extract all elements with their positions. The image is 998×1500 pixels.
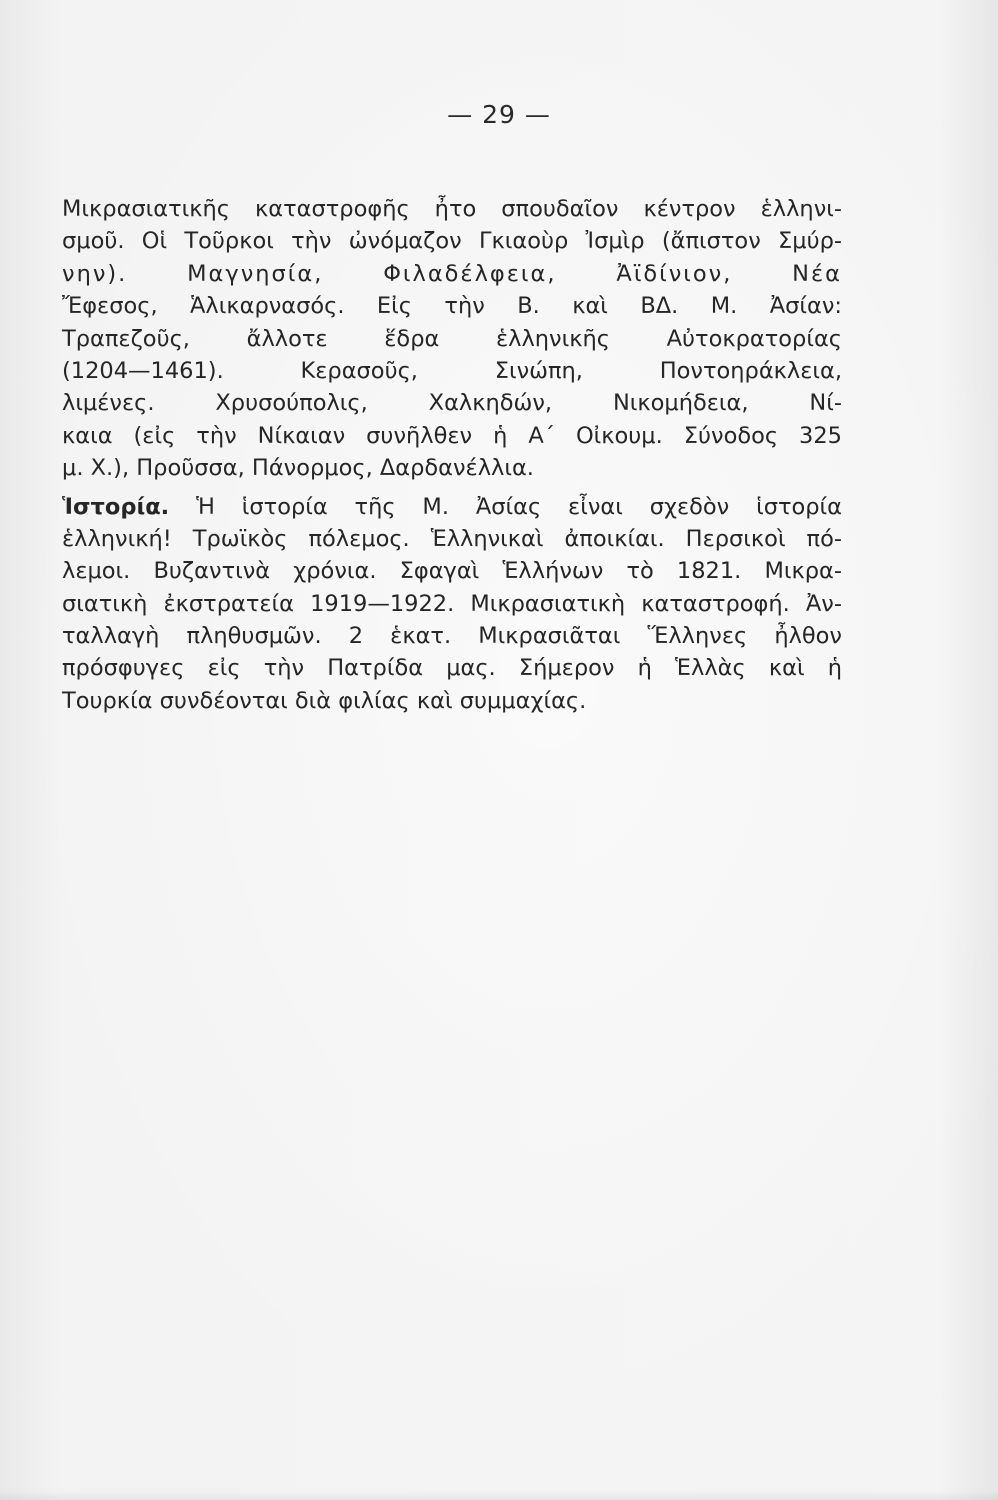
text-line: σιατικὴ ἐκστρατεία 1919—1922. Μικρασιατικὴ καταστροφή. Ἀν- [62, 590, 842, 617]
text-line: Τουρκία συνδέονται διὰ φιλίας καὶ συμμαχίας. [62, 687, 587, 714]
page-edge-shadow [0, 1490, 998, 1500]
paragraph-geography [62, 193, 842, 485]
section-heading: Ἱστορία. [62, 493, 170, 520]
text-line: Τραπεζοῦς, ἄλλοτε ἕδρα ἑλληνικῆς Αὐτοκρατορίας [62, 325, 842, 352]
heading-line-text: Ἡ ἱστορία τῆς Μ. Ἀσίας εἶναι σχεδὸν ἱστορία [169, 493, 842, 520]
text-line: λιμένες. Χρυσούπολις, Χαλκηδών, Νικομήδεια, Νί- [62, 390, 842, 417]
text-line: ἑλληνική! Τρωϊκὸς πόλεμος. Ἑλληνικαὶ ἀποικίαι. Περσικοὶ πό- [62, 525, 842, 552]
paragraph-history [62, 491, 842, 718]
text-line: μ. Χ.), Προῦσσα, Πάνορμος, Δαρδανέλλια. [62, 455, 534, 482]
text-line: λεμοι. Βυζαντινὰ χρόνια. Σφαγαὶ Ἑλλήνων τὸ 1821. Μικρα- [62, 558, 842, 585]
page-number: — 29 — [447, 100, 551, 129]
text-line: Ἔφεσος, Ἁλικαρνασός. Εἰς τὴν Β. καὶ ΒΔ. Μ. Ἀσίαν: [62, 293, 842, 320]
text-line: Μικρασιατικῆς καταστροφῆς ἦτο σπουδαῖον κέντρον ἑλληνι- [62, 196, 842, 222]
text-line [62, 491, 842, 523]
text-line: πρόσφυγες εἰς τὴν Πατρίδα μας. Σήμερον ἡ Ἑλλὰς καὶ ἡ [62, 655, 842, 682]
text-line: ταλλαγὴ πληθυσμῶν. 2 ἑκατ. Μικρασιᾶται Ἕλληνες ἦλθον [62, 623, 842, 650]
body-text [62, 193, 842, 717]
text-line: (1204—1461). Κερασοῦς, Σινώπη, Ποντοηράκλεια, [62, 357, 842, 384]
text-line: νην). Μαγνησία, Φιλαδέλφεια, Ἀϊδίνιον, Νέα [62, 260, 842, 287]
text-line: σμοῦ. Οἱ Τοῦρκοι τὴν ὠνόμαζον Γκιαοὺρ Ἰσμὶρ (ἄπιστον Σμύρ- [62, 228, 842, 255]
text-line: καια (εἰς τὴν Νίκαιαν συνῆλθεν ἡ Α΄ Οἰκουμ. Σύνοδος 325 [62, 422, 842, 449]
